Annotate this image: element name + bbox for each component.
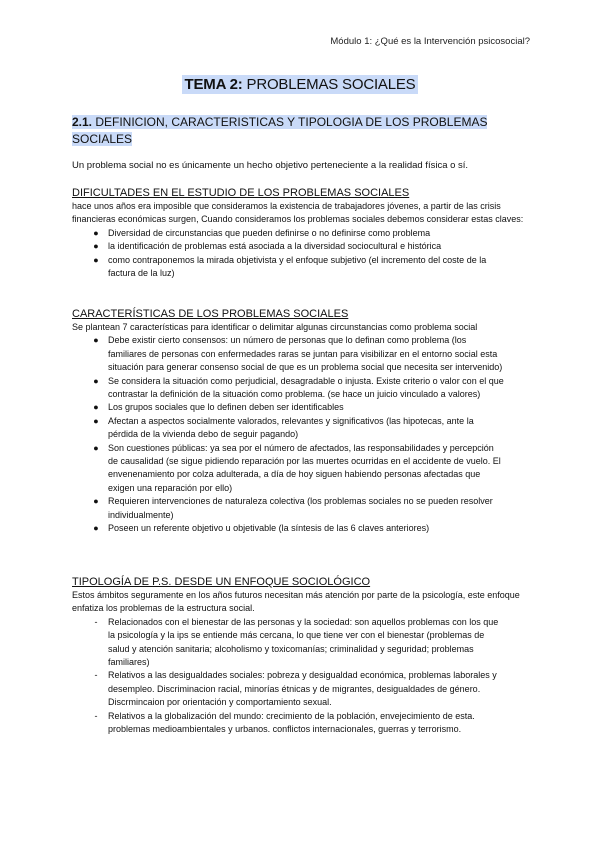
list-item: ● Diversidad de circunstancias que pueden definirse o no definirse como problema — [72, 227, 532, 240]
dash-icon: - — [94, 670, 98, 681]
bullet-icon: ● — [93, 335, 99, 346]
subtitle-highlight — [72, 115, 487, 146]
section-subtitle — [72, 114, 492, 148]
section-dificultades — [72, 186, 532, 280]
list-item: ● Se considera la situación como perjudicial, desagradable o injusta. Existe criterio o valor con el que contrastar la definición de la situación como problema. (se hace un juicio vinculado a valores) — [72, 375, 532, 402]
section-caracteristicas — [72, 307, 532, 536]
section-heading: CARACTERÍSTICAS DE LOS PROBLEMAS SOCIALES — [72, 308, 349, 320]
section-paragraph: Se plantean 7 características para identificar o delimitar algunas circunstancias como problema social — [72, 322, 478, 332]
section-heading: TIPOLOGÍA DE P.S. DESDE UN ENFOQUE SOCIOLÓGICO — [72, 576, 371, 588]
section-heading: DIFICULTADES EN EL ESTUDIO DE LOS PROBLEMAS SOCIALES — [72, 187, 410, 199]
dash-icon: - — [94, 710, 98, 721]
title-text: PROBLEMAS SOCIALES — [242, 76, 416, 93]
dash-list — [72, 616, 532, 737]
bullet-icon: ● — [93, 241, 99, 252]
running-header: Módulo 1: ¿Qué es la Intervención psicosocial? — [330, 36, 530, 47]
bullet-icon: ● — [93, 415, 99, 426]
list-item: ● Poseen un referente objetivo u objetivable (la síntesis de las 6 claves anteriores) — [72, 522, 532, 535]
bullet-list — [72, 334, 532, 535]
list-item: - Relativos a las desigualdades sociales: pobreza y desigualdad económica, problemas laborales y desempleo. Discriminacion racial, minorías étnicas y de migrantes, desigualdades de género. Discrmincaion por orientación y comportamiento sexual. — [72, 669, 532, 709]
list-item: ● Requieren intervenciones de naturaleza colectiva (los problemas sociales no se pueden resolver individualmente) — [72, 495, 532, 522]
bullet-icon: ● — [93, 227, 99, 238]
bullet-icon: ● — [93, 442, 99, 453]
section-tipologia — [72, 575, 532, 736]
section-paragraph: hace unos años era imposible que consideramos la existencia de trabajadores jóvenes, a partir de las crisis financieras económicas surgen, Cuando consideramos los problemas sociales debemos considerar estas claves: — [72, 201, 524, 225]
list-item: ● Son cuestiones públicas: ya sea por el número de afectados, las responsabilidades y percepción de causalidad (se sigue pidiendo reparación por las muertes ocurridas en el accidente de vuelo. El envenenamiento por colza adulterada, a día de hoy siguen habiendo personas afectadas que exigen una reparación por ello) — [72, 442, 532, 496]
list-item: ● como contraponemos la mirada objetivista y el enfoque subjetivo (el incremento del coste de la factura de la luz) — [72, 254, 532, 281]
bullet-icon: ● — [93, 375, 99, 386]
bullet-icon: ● — [93, 496, 99, 507]
list-item: ● la identificación de problemas está asociada a la diversidad sociocultural e histórica — [72, 240, 532, 253]
dash-icon: - — [94, 616, 98, 627]
bullet-icon: ● — [93, 402, 99, 413]
list-item: - Relacionados con el bienestar de las personas y la sociedad: son aquellos problemas con los que la psicología y la ips se entiende más cercana, lo que tiene ver con el bienestar (problemas de salud y atención sanitaria; alcoholismo y toxicomanías; criminalidad y seguridad; problemas familiares) — [72, 616, 532, 670]
subtitle-text: DEFINICION, CARACTERISTICAS Y TIPOLOGIA DE LOS PROBLEMAS SOCIALES — [72, 115, 488, 146]
list-item: ● Afectan a aspectos socialmente valorados, relevantes y significativos (las hipotecas, ante la pérdida de la vivienda debo de seguir pagando) — [72, 415, 532, 442]
list-item: ● Debe existir cierto consensos: un número de personas que lo definan como problema (los familiares de personas con enfermedades raras se juntan para visibilizar en el entorno social esta situación para generar consenso social de que es un problema social que necesita ser intervenido) — [72, 334, 532, 374]
intro-paragraph: Un problema social no es únicamente un hecho objetivo perteneciente a la realidad física o sí. — [72, 160, 469, 171]
page-title — [0, 76, 600, 94]
list-item: - Relativos a la globalización del mundo: crecimiento de la población, envejecimiento de esta. problemas medioambientales y urbanos. conflictos internacionales, guerras y terrorismo. — [72, 710, 532, 737]
section-paragraph: Estos ámbitos seguramente en los años futuros necesitan más atención por parte de la psicología, este enfoque enfatiza los problemas de la estructura social. — [72, 590, 520, 614]
bullet-icon: ● — [93, 254, 99, 265]
list-item: ● Los grupos sociales que lo definen deben ser identificables — [72, 401, 532, 414]
bullet-list — [72, 227, 532, 281]
title-number: TEMA 2: — [184, 76, 243, 93]
subtitle-number: 2.1. — [72, 115, 93, 129]
title-highlight — [182, 75, 419, 94]
bullet-icon: ● — [93, 523, 99, 534]
